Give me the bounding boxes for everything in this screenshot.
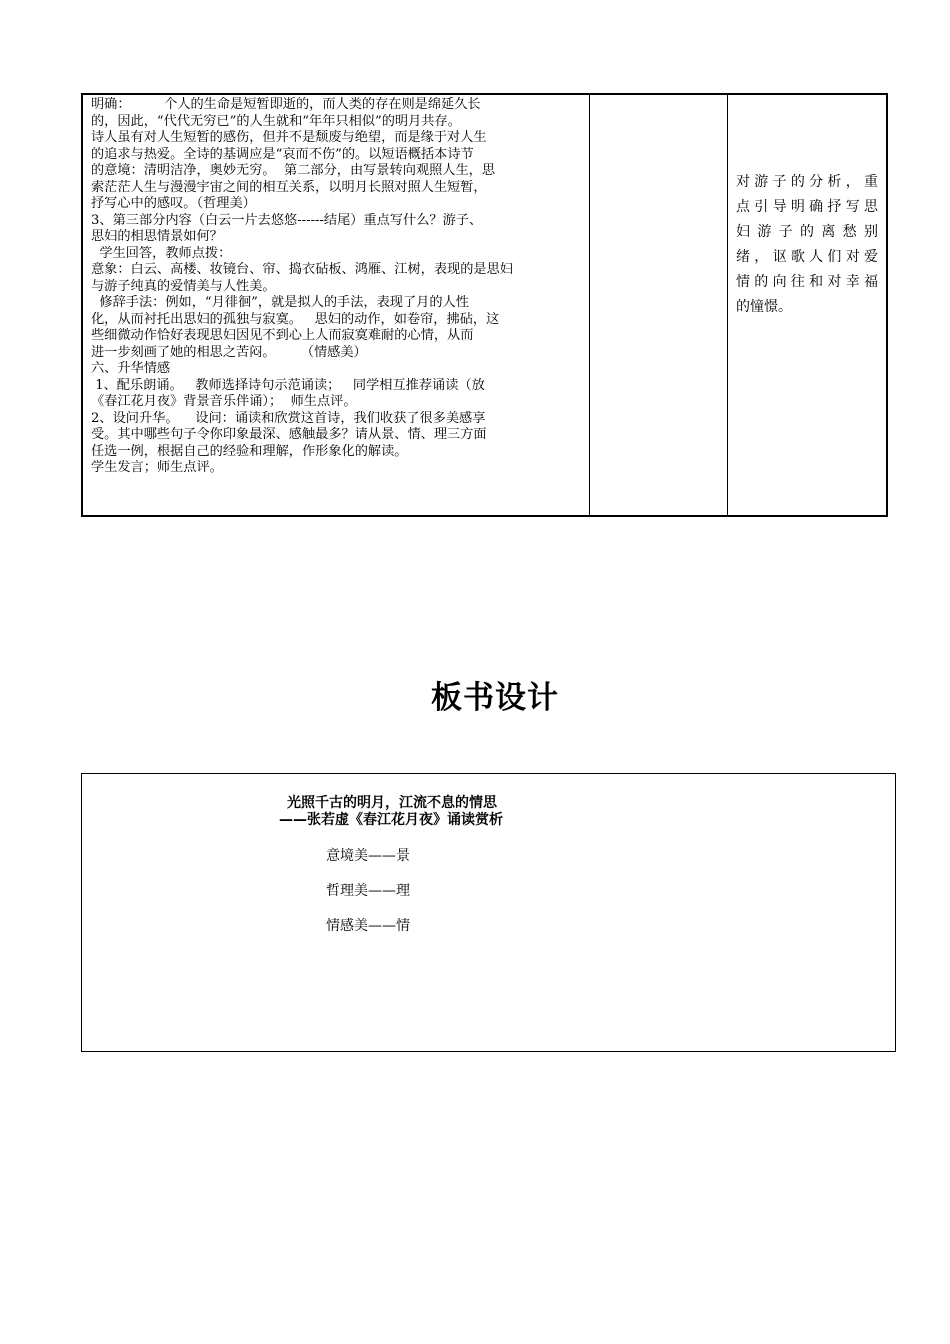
text-line: 1、配乐朗诵。 教师选择诗句示范诵读； 同学相互推荐诵读（放 bbox=[91, 377, 485, 393]
text-line: 与游子纯真的爱情美与人性美。 bbox=[91, 278, 276, 294]
text-line: 索茫茫人生与漫漫宇宙之间的相互关系，以明月长照对照人生短暂， bbox=[91, 179, 487, 195]
note-line: 点引导明确抒写思 bbox=[736, 199, 878, 215]
note-line: 妇游子的离愁别 bbox=[736, 224, 878, 240]
text-line: 的，因此，“代代无穷已”的人生就和“年年只相似”的明月共存。 bbox=[91, 113, 461, 129]
lesson-plan-table bbox=[81, 93, 888, 517]
note-line: 绪，讴歌人们对爱 bbox=[736, 249, 878, 265]
text-line: 思妇的相思情景如何？ bbox=[91, 229, 223, 244]
board-item: 情感美——情 bbox=[326, 918, 410, 934]
text-line: 些细微动作恰好表现思妇因见不到心上人而寂寞难耐的心情，从而 bbox=[91, 328, 474, 343]
blackboard-design-box bbox=[81, 773, 896, 1052]
text-line: 进一步刻画了她的相思之苦闷。 （情感美） bbox=[91, 344, 367, 360]
text-line: 明确： 个人的生命是短暂即逝的，而人类的存在则是绵延久长 bbox=[91, 97, 481, 112]
column-divider bbox=[589, 95, 590, 515]
section-heading: 板书设计 bbox=[431, 680, 559, 716]
board-subtitle: ——张若虚《春江花月夜》诵读赏析 bbox=[279, 812, 503, 828]
text-line: 化，从而衬托出思妇的孤独与寂寞。 思妇的动作，如卷帘，拂砧，这 bbox=[91, 311, 500, 327]
text-line: 诗人虽有对人生短暂的感伤，但并不是颓废与绝望，而是缘于对人生 bbox=[91, 130, 487, 145]
text-line: 学生回答，教师点拨： bbox=[91, 245, 232, 261]
text-line: 学生发言；师生点评。 bbox=[91, 460, 223, 475]
note-line: 的憧憬。 bbox=[736, 299, 792, 315]
text-line: 六、升华情感 bbox=[91, 361, 171, 376]
board-title: 光照千古的明月，江流不息的情思 bbox=[287, 795, 497, 811]
board-item: 哲理美——理 bbox=[326, 883, 410, 899]
text-line: 《春江花月夜》背景音乐伴诵）； 师生点评。 bbox=[91, 394, 357, 409]
text-line: 2、设问升华。 设问：诵读和欣赏这首诗，我们收获了很多美感享 bbox=[91, 410, 486, 426]
design-intent-cell bbox=[736, 170, 878, 320]
text-line: 的意境：清明洁净，奥妙无穷。 第二部分，由写景转向观照人生，思 bbox=[91, 163, 496, 178]
text-line: 的追求与热爱。全诗的基调应是“哀而不伤”的。以短语概括本诗节 bbox=[91, 146, 474, 162]
board-item: 意境美——景 bbox=[326, 848, 410, 864]
note-line: 情的向往和对幸福 bbox=[736, 274, 878, 290]
teaching-process-cell bbox=[91, 97, 583, 477]
text-line: 意象：白云、高楼、妆镜台、帘、捣衣砧板、鸿雁、江树，表现的是思妇 bbox=[91, 262, 513, 277]
note-line: 对游子的分析，重 bbox=[736, 174, 878, 190]
text-line: 受。其中哪些句子令你印象最深、感触最多？请从景、情、理三方面 bbox=[91, 427, 487, 442]
text-line: 抒写心中的感叹。（哲理美） bbox=[91, 196, 256, 211]
text-line: 任选一例，根据自己的经验和理解，作形象化的解读。 bbox=[91, 443, 408, 459]
text-line: 修辞手法：例如，“月徘徊”，就是拟人的手法，表现了月的人性 bbox=[91, 295, 469, 310]
column-divider bbox=[727, 95, 728, 515]
text-line: 3、第三部分内容（白云一片去悠悠------结尾）重点写什么？游子、 bbox=[91, 212, 483, 228]
